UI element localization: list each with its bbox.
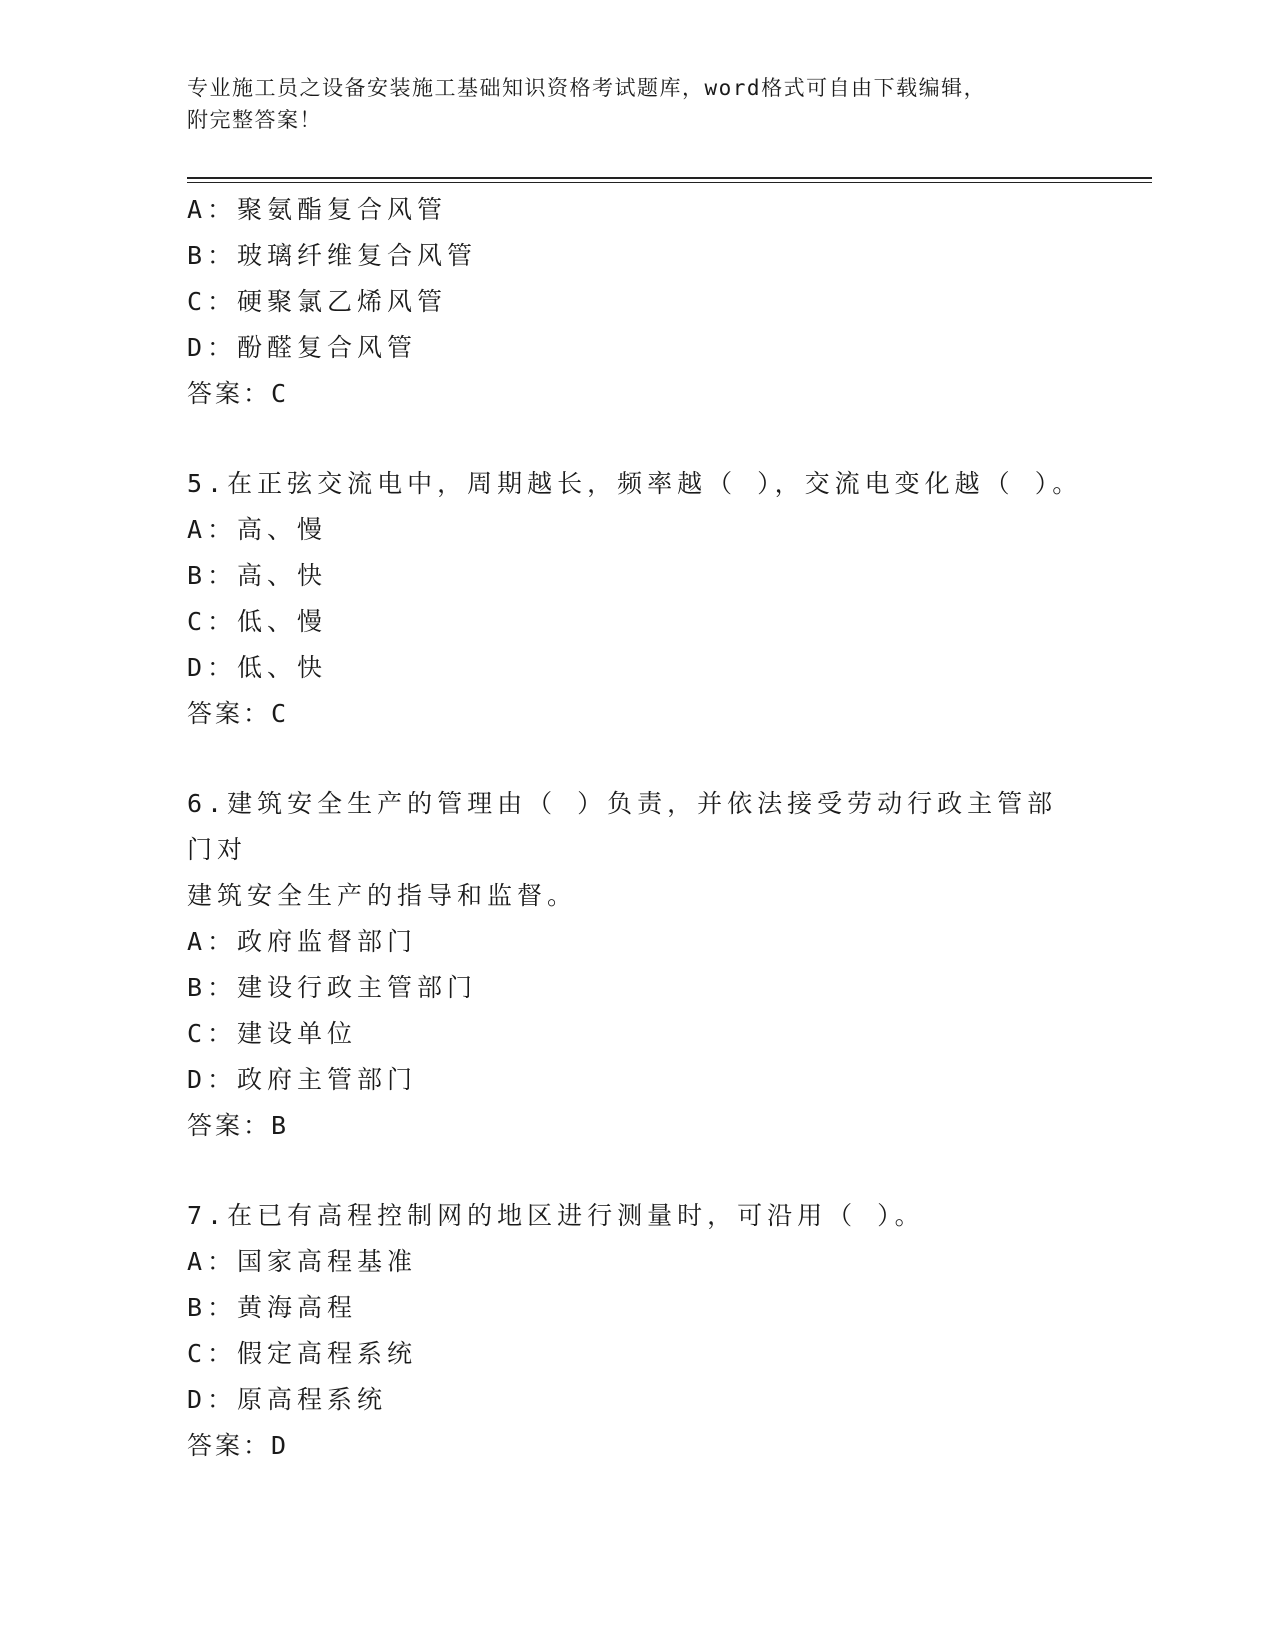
- question-spacer: [187, 1149, 1087, 1193]
- option-a: A：国家高程基准: [187, 1247, 418, 1276]
- header-divider-thick: [187, 177, 1152, 179]
- header-divider-thin: [187, 182, 1152, 183]
- option-b: B：高、快: [187, 561, 328, 590]
- option-c: C：低、慢: [187, 607, 328, 636]
- option-c: C：硬聚氯乙烯风管: [187, 287, 448, 316]
- question-4: [187, 187, 1087, 417]
- document-header: [187, 72, 1087, 136]
- question-stem: 7.在已有高程控制网的地区进行测量时，可沿用（ ）。: [187, 1201, 925, 1230]
- option-c: C：假定高程系统: [187, 1339, 418, 1368]
- question-7: [187, 1193, 1087, 1469]
- header-title-line-2: 附完整答案！: [187, 108, 322, 132]
- option-d: D：原高程系统: [187, 1385, 388, 1414]
- question-list: [187, 187, 1087, 1469]
- question-5: [187, 461, 1087, 737]
- option-a: A：政府监督部门: [187, 927, 418, 956]
- option-a: A：聚氨酯复合风管: [187, 195, 448, 224]
- option-b: B：黄海高程: [187, 1293, 358, 1322]
- option-a: A：高、慢: [187, 515, 328, 544]
- option-c: C：建设单位: [187, 1019, 358, 1048]
- answer: 答案：D: [187, 1431, 290, 1460]
- header-title-line-1: 专业施工员之设备安装施工基础知识资格考试题库，word格式可自由下载编辑，: [187, 76, 987, 100]
- option-b: B：玻璃纤维复合风管: [187, 241, 478, 270]
- option-d: D：政府主管部门: [187, 1065, 418, 1094]
- option-b: B：建设行政主管部门: [187, 973, 478, 1002]
- question-6: [187, 781, 1087, 1149]
- option-d: D：酚醛复合风管: [187, 333, 418, 362]
- question-stem-line-2: 建筑安全生产的指导和监督。: [187, 881, 578, 910]
- question-stem-line-1: 6.建筑安全生产的管理由（ ）负责，并依法接受劳动行政主管部门对: [187, 789, 1058, 864]
- answer: 答案：C: [187, 379, 290, 408]
- question-spacer: [187, 417, 1087, 461]
- answer: 答案：C: [187, 699, 290, 728]
- answer: 答案：B: [187, 1111, 290, 1140]
- question-spacer: [187, 737, 1087, 781]
- question-stem: 5.在正弦交流电中，周期越长，频率越（ ），交流电变化越（ ）。: [187, 469, 1083, 498]
- option-d: D：低、快: [187, 653, 328, 682]
